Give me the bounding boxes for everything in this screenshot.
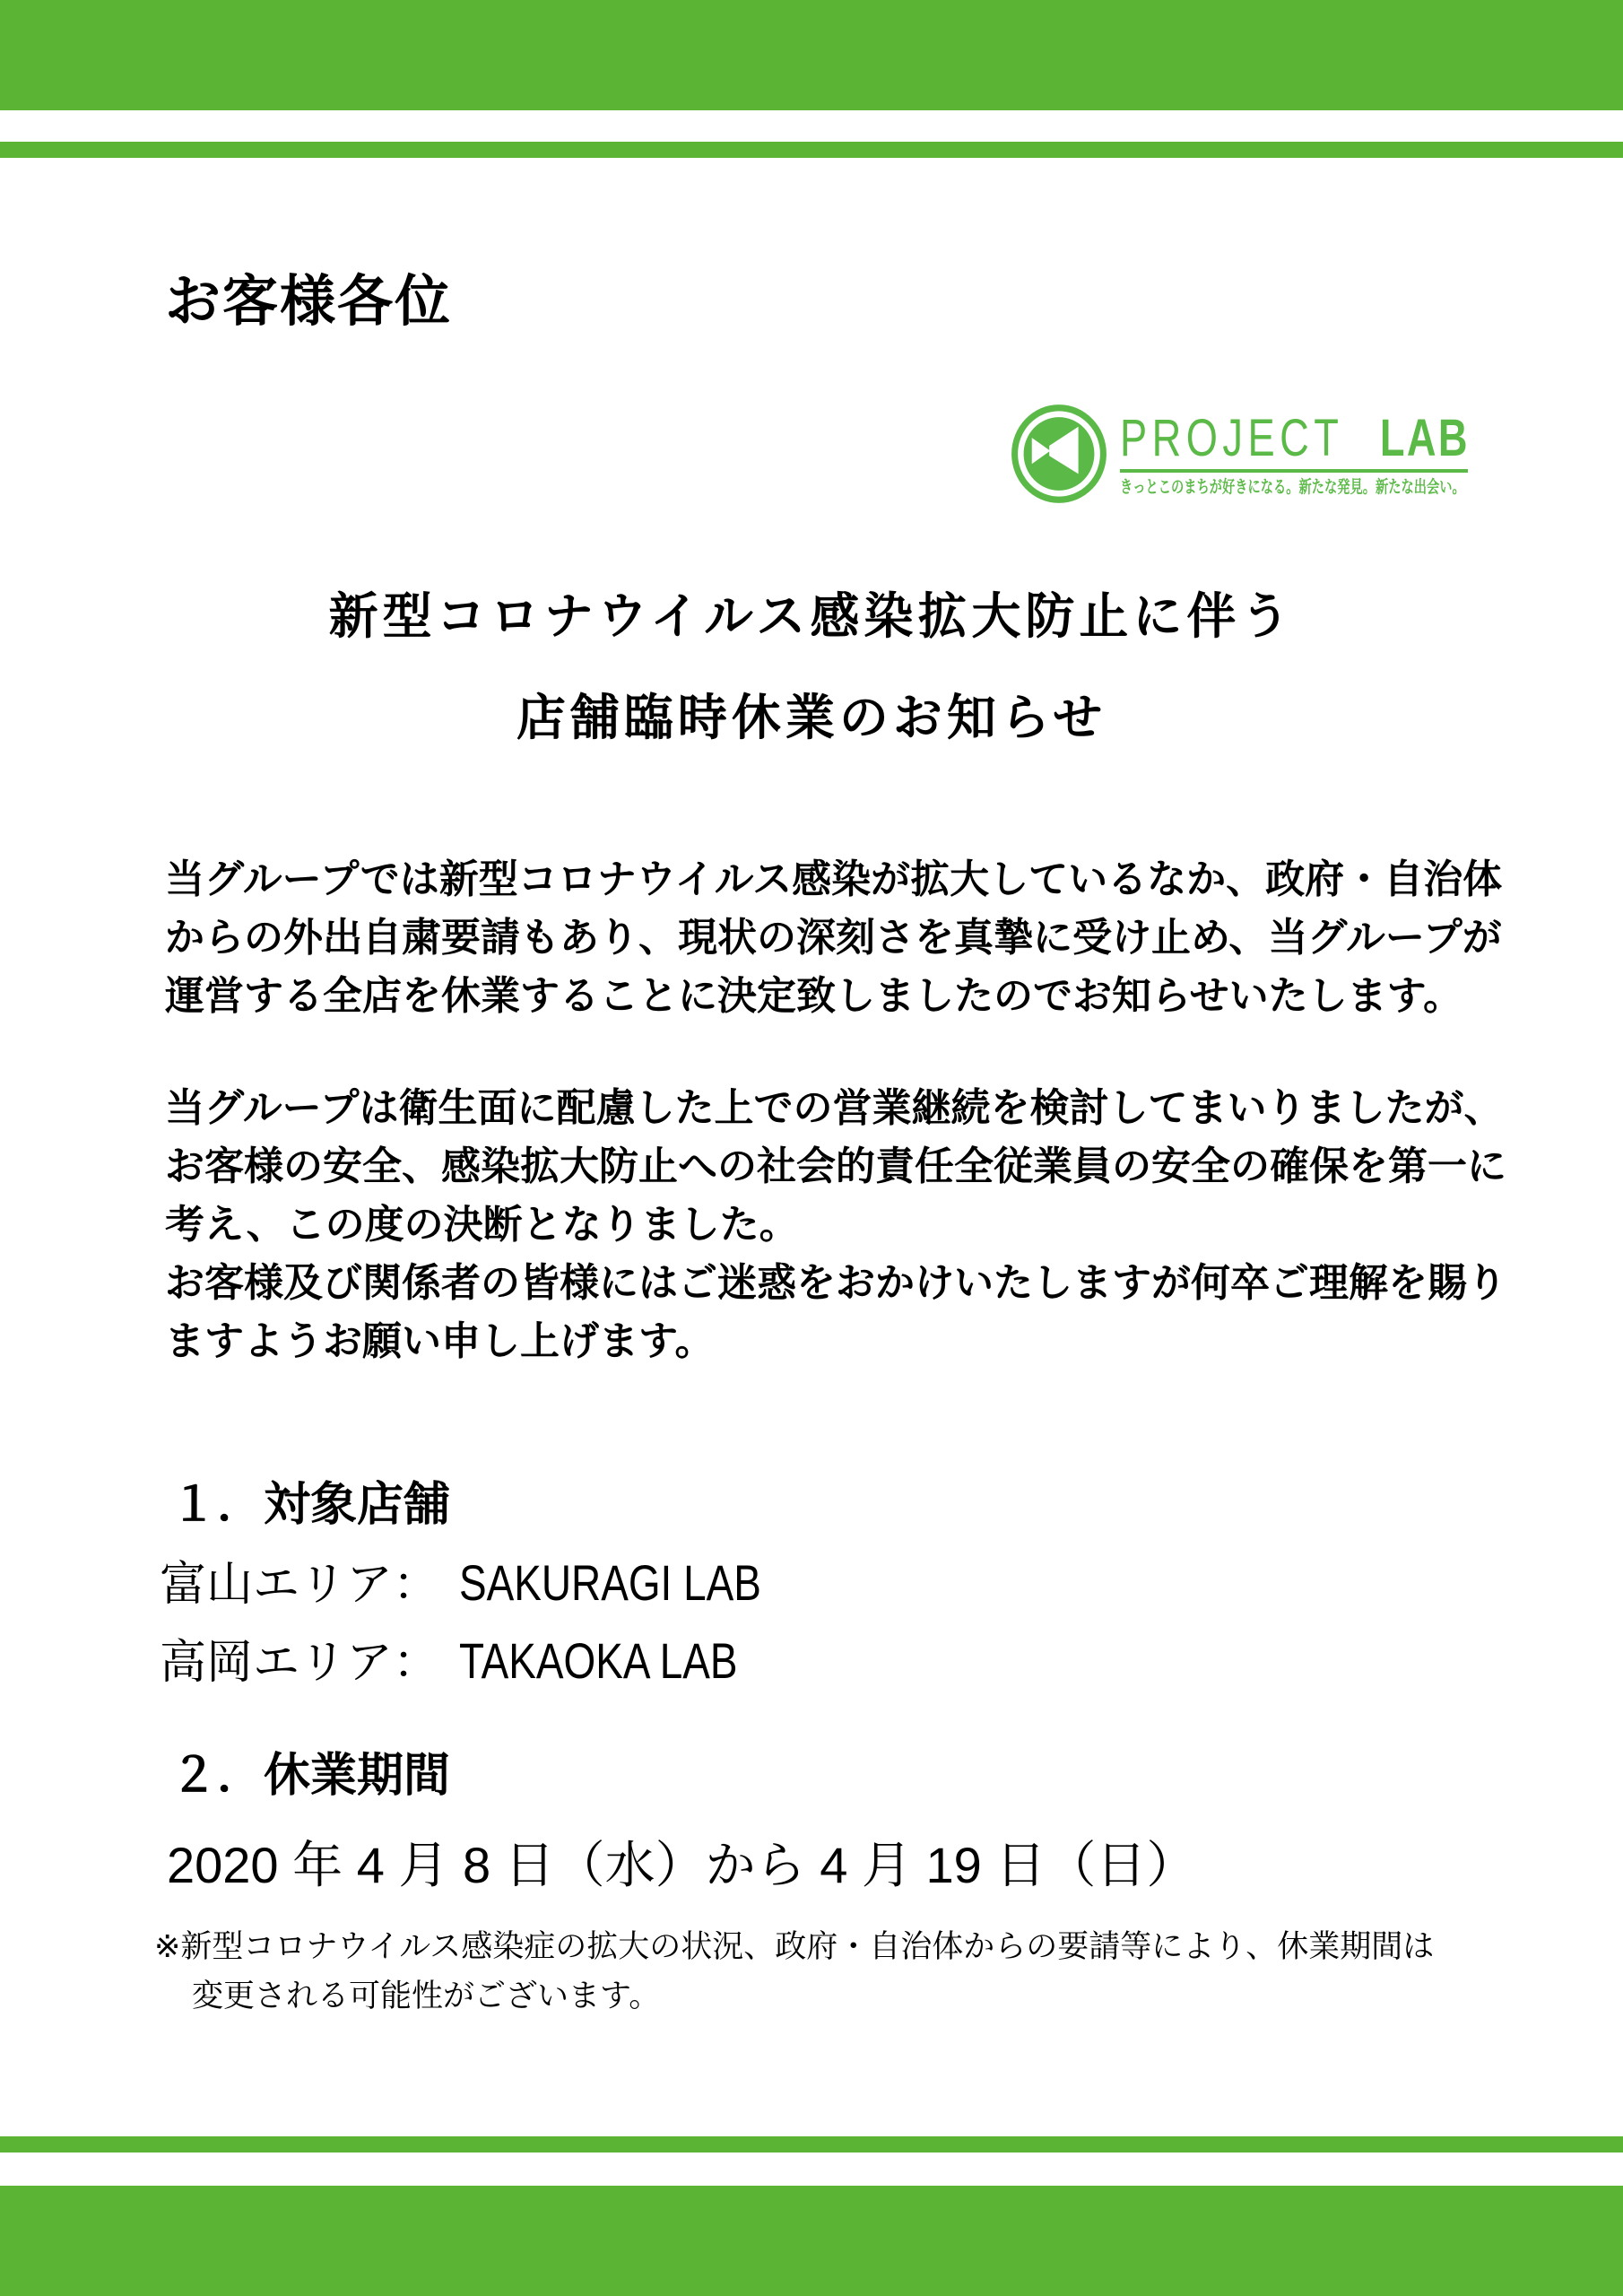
section2-heading: ２．休業期間	[170, 1750, 451, 1802]
store-area-label: 富山エリア：	[160, 1559, 440, 1611]
project-lab-logo	[1011, 404, 1471, 504]
logo-wordmark-lab: LAB	[1379, 409, 1470, 467]
top-thin-green-bar	[0, 142, 1623, 158]
paragraph-2	[165, 1079, 1506, 1370]
bottom-thin-green-bar	[0, 2136, 1623, 2152]
logo-wordmark	[1120, 409, 1470, 467]
bottom-thick-green-bar	[0, 2186, 1623, 2296]
logo-tagline: きっとこのまちが好きになる。新たな発見。新たな出会い。	[1120, 478, 1465, 497]
greeting-text: お客様各位	[165, 271, 453, 333]
paragraph-2-line: お客様及び関係者の皆様にはご迷惑をおかけいたしますが何卒ご理解を賜り	[165, 1261, 1506, 1305]
store-list-item	[160, 1554, 828, 1611]
paragraph-2-line: 当グループは衛生面に配慮した上での営業継続を検討してまいりましたが、	[165, 1086, 1504, 1130]
notice-title-line1: 新型コロナウイルス感染拡大防止に伴う	[328, 588, 1295, 644]
store-area-label: 高岡エリア：	[160, 1637, 440, 1689]
logo-underline	[1120, 469, 1468, 473]
megaphone-icon	[1011, 404, 1107, 504]
paragraph-2-line: ますようお願い申し上げます。	[165, 1319, 715, 1363]
notice-title	[0, 588, 1623, 745]
top-thick-green-bar	[0, 0, 1623, 110]
paragraph-2-line: お客様の安全、感染拡大防止への社会的責任全従業員の安全の確保を第一に	[165, 1144, 1506, 1188]
paragraph-1	[165, 850, 1502, 1025]
closure-period-text: 2020 年 4 月 8 日（水）から 4 月 19 日（日）	[167, 1837, 1197, 1893]
footnote-line: 変更される可能性がございます。	[192, 1979, 661, 2013]
footnote-line: ※新型コロナウイルス感染症の拡大の状況、政府・自治体からの要請等により、休業期間は	[154, 1929, 1435, 1964]
logo-text-block	[1120, 404, 1471, 496]
paragraph-2-line: 考え、この度の決断となりました。	[165, 1203, 799, 1247]
store-name: SAKURAGI LAB	[459, 1554, 761, 1611]
logo-wordmark-project: PROJECT	[1120, 409, 1344, 467]
footnote	[154, 1922, 1434, 2021]
section1-heading: １．対象店舗	[170, 1479, 451, 1531]
paragraph-1-line: 運営する全店を休業することに決定致しましたのでお知らせいたします。	[165, 974, 1463, 1018]
paragraph-1-line: からの外出自粛要請もあり、現状の深刻さを真摯に受け止め、当グループが	[165, 916, 1502, 960]
store-name: TAKAOKA LAB	[459, 1632, 738, 1689]
notice-title-line2: 店舗臨時休業のお知らせ	[516, 690, 1107, 745]
store-list-item	[160, 1632, 799, 1689]
paragraph-1-line: 当グループでは新型コロナウイルス感染が拡大しているなか、政府・自治体	[165, 857, 1503, 901]
